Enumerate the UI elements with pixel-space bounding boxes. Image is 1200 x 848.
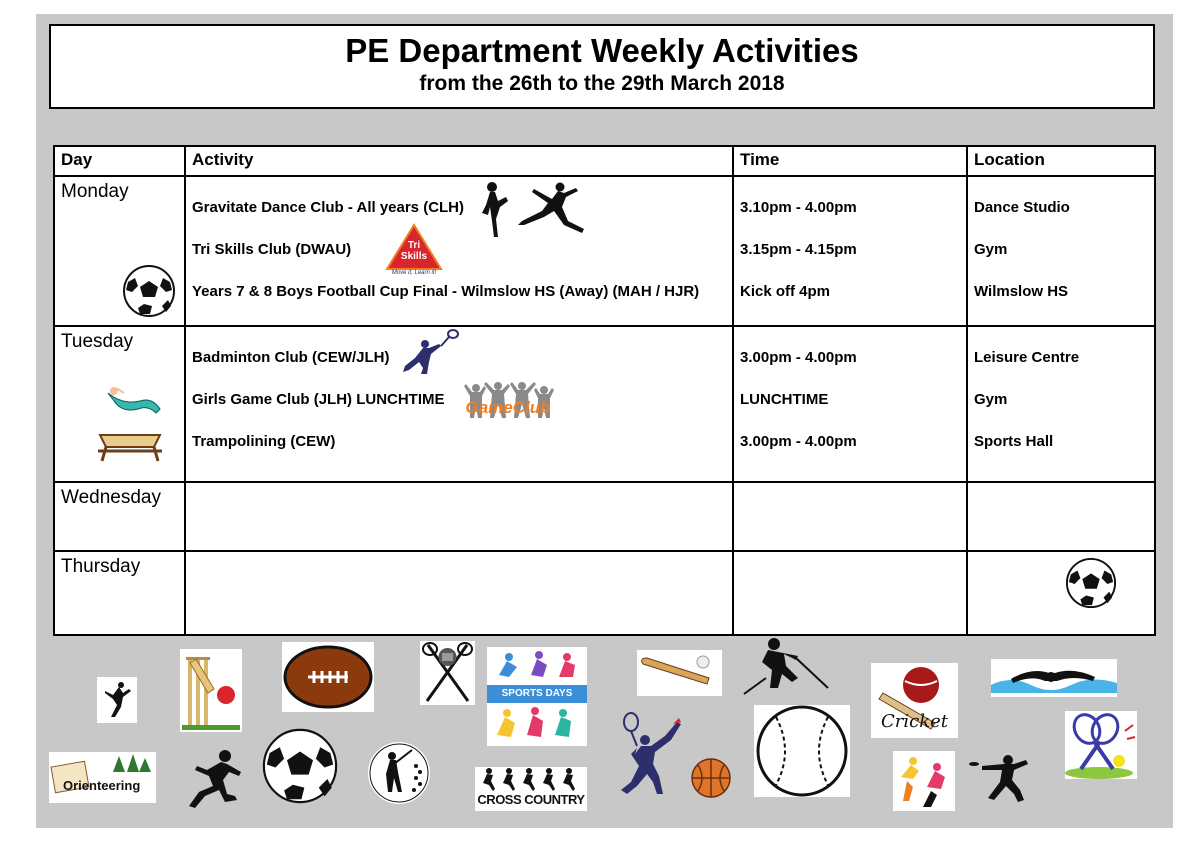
badminton-player-icon	[401, 328, 459, 376]
tri-skills-logo	[385, 223, 443, 279]
location-cell	[967, 482, 1155, 551]
activity-item: Gravitate Dance Club - All years (CLH)	[192, 199, 465, 216]
location-item: Wilmslow HS	[974, 283, 1069, 300]
header-day: Day	[54, 146, 185, 176]
page-title: PE Department Weekly Activities	[345, 32, 859, 69]
tri-skills-text: Tri	[407, 240, 421, 251]
day-label: Monday	[61, 181, 129, 202]
location-cell	[967, 176, 1155, 326]
activity-item: Years 7 & 8 Boys Football Cup Final - Wilmslow HS (Away) (MAH / HJR)	[192, 283, 700, 300]
sports-days-logo	[487, 647, 587, 746]
skier-icon	[742, 636, 832, 698]
time-cell	[733, 326, 967, 482]
tri-skills-tagline: Move it, Learn it!	[391, 270, 437, 276]
swimmer-icon	[991, 659, 1117, 697]
location-item: Dance Studio	[974, 199, 1070, 216]
day-label: Thursday	[61, 556, 141, 577]
game-club-logo	[452, 378, 564, 426]
activity-item: Badminton Club (CEW/JLH)	[192, 349, 390, 366]
baseball-icon	[754, 705, 850, 797]
time-cell	[733, 176, 967, 326]
day-cell	[54, 482, 185, 551]
activity-cell	[185, 482, 733, 551]
tennis-icon	[1065, 711, 1137, 779]
activity-cell	[185, 176, 733, 326]
table-row	[54, 176, 1155, 326]
activity-item: Girls Game Club (JLH) LUNCHTIME	[192, 391, 445, 408]
header-time: Time	[733, 146, 967, 176]
activity-cell	[185, 551, 733, 635]
time-item: 3.00pm - 4.00pm	[740, 433, 857, 450]
football-icon	[122, 264, 176, 318]
cross-country-text: CROSS COUNTRY	[477, 792, 585, 807]
day-label: Tuesday	[61, 331, 134, 352]
sprinter-icon	[893, 751, 955, 811]
football-icon	[260, 727, 340, 805]
sprinter-icon	[185, 748, 245, 810]
table-header-row	[54, 146, 1155, 176]
location-cell	[967, 551, 1155, 635]
cross-country-logo	[475, 767, 587, 811]
baseball-bat-icon	[637, 650, 722, 696]
lacrosse-icon	[420, 641, 475, 705]
rugby-ball-icon	[282, 642, 374, 712]
table-row	[54, 551, 1155, 635]
location-cell	[967, 326, 1155, 482]
header-activity: Activity	[185, 146, 733, 176]
time-item: 3.15pm - 4.15pm	[740, 241, 857, 258]
activity-item: Tri Skills Club (DWAU)	[192, 241, 352, 258]
trampoline-icon	[94, 385, 166, 463]
cricket-logo	[871, 663, 958, 738]
basketball-icon	[690, 757, 732, 799]
day-cell	[54, 551, 185, 635]
golfer-icon	[368, 742, 430, 804]
badminton-player-icon	[601, 710, 685, 796]
football-icon	[1065, 557, 1117, 609]
game-club-text: GameClub	[465, 398, 551, 417]
location-item: Gym	[974, 391, 1008, 408]
location-item: Sports Hall	[974, 433, 1054, 450]
activity-item: Trampolining (CEW)	[192, 433, 336, 450]
location-item: Leisure Centre	[974, 349, 1080, 366]
page-subtitle: from the 26th to the 29th March 2018	[419, 72, 785, 95]
day-label: Wednesday	[61, 487, 161, 508]
time-item: 3.10pm - 4.00pm	[740, 199, 857, 216]
orienteering-text: Orienteering	[63, 778, 141, 793]
time-cell	[733, 551, 967, 635]
discus-thrower-icon	[968, 752, 1048, 804]
table-row	[54, 482, 1155, 551]
page-header	[49, 24, 1155, 109]
cricket-stumps-icon	[180, 649, 242, 732]
time-item: Kick off 4pm	[740, 283, 831, 300]
time-item: LUNCHTIME	[740, 391, 829, 408]
table-row	[54, 326, 1155, 482]
sports-days-text: SPORTS DAYS	[501, 688, 573, 699]
time-cell	[733, 482, 967, 551]
tri-skills-text: Skills	[400, 251, 428, 262]
location-item: Gym	[974, 241, 1008, 258]
orienteering-logo	[49, 752, 156, 803]
dancer-icon	[97, 677, 137, 723]
activities-table	[53, 145, 1156, 636]
cricket-text: Cricket	[880, 711, 948, 732]
dancer-icon	[478, 181, 588, 239]
time-item: 3.00pm - 4.00pm	[740, 349, 857, 366]
header-location: Location	[967, 146, 1155, 176]
